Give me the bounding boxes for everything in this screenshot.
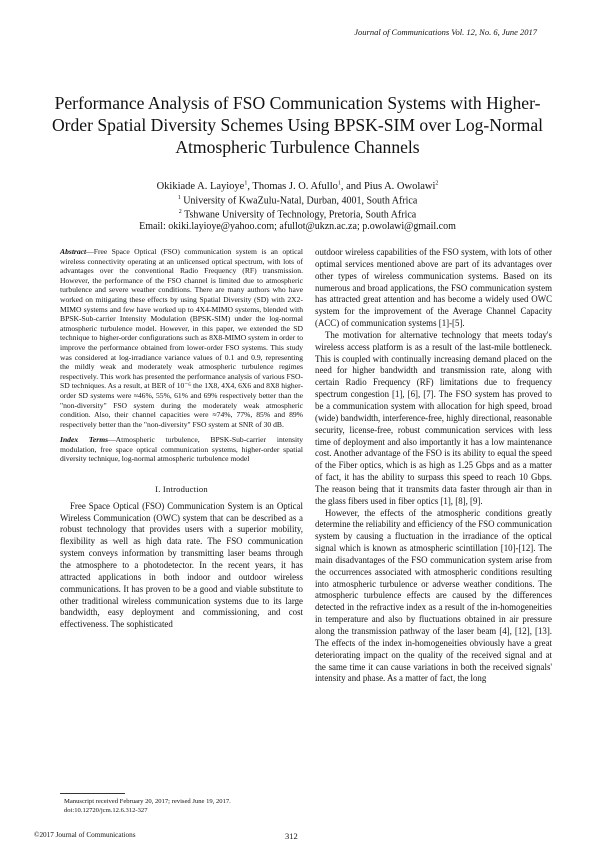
body-paragraph-2: The motivation for alternative technology that meets today's wireless access platform is as a result of the last-mile bottleneck. This is coupled with continually increasing demand placed on the need for higher bandwidth and transmission rate, along with certain Radio Frequency (RF) limitations due to frequency spectrum congestion [1], [6], [7]. The FSO system has proved to be a communication system with allocation for high speed, broad (wide) bandwidth, interference-free, highly directional, reasonable security, license-free, robust communication services with less time of deployment and also importantly it has a low maintenance cost. Another advantage of the FSO is its ability to equal the speed of the Fiber optics, which is as high as 1.25 Gbps and as a matter of fact, it has the ability to surpass this speed to reach 10 Gbps. The reason being that it transmits data faster through air than in the glass fibers used in fiber optics [1], [8], [9]. (315, 329, 552, 506)
page-number: 312 (285, 831, 298, 841)
copyright-notice: ©2017 Journal of Communications (34, 831, 136, 839)
body-paragraph-3: However, the effects of the atmospheric conditions greatly determine the reliability and efficiency of the FSO communication system by causing a fluctuation in the irradiance of the optical signal which is known as atmospheric scintillation [10]-[12]. The main disadvantages of the FSO communication system arise from the occurrences associated with atmospheric conditions resulting into atmospheric turbulence or adverse weather conditions. The atmospheric turbulence effects are caused by the differences detected in the refractive index as a result of the in-homogeneities in temperature and also by fluctuations obtained in air pressure along the transmission pathway of the laser beam [4], [12], [13]. The effects of the index in-homogeneities obviously have a great deteriorating impact on the quality of the received signal and at the same time it can cause variations in both the received signals' intensity and phase. As a matter of fact, the long (315, 507, 552, 684)
index-terms (60, 435, 303, 464)
author-2: Thomas J. O. Afullo$^1$, and (252, 180, 364, 192)
intro-paragraph-1: Free Space Optical (FSO) Communication System is an Optical Wireless Communication (OWC) system that can be described as a robust technology that provides users with a superior mobility, flexibility as well as high data rate. The FSO communication system conveys information by transmitting laser beams through the atmosphere to a photodetector. In the recent years, it has attracted applications in both indoor and outdoor wireless communications. It has proven to be a good and viable substitute to other traditional wireless communication systems due to its large bandwidth, easy deployment and commissioning, and cost effectiveness. The sophisticated (60, 500, 303, 630)
paper-title: Performance Analysis of FSO Communication Systems with Higher-Order Spatial Diversity Schemes Using BPSK-SIM over Log-Normal Atmospheric Turbulence Channels (51, 93, 544, 157)
left-column (60, 247, 303, 631)
footnote-doi: doi:10.12720/jcm.12.6.312-327 (64, 807, 148, 814)
author-names (60, 178, 535, 192)
section-heading-introduction: I. Introduction (155, 484, 208, 495)
right-column (315, 247, 552, 685)
affiliation-2: $^2$ Tshwane University of Technology, Pretoria, South Africa (178, 208, 417, 221)
author-3: Pius A. Owolawi$^2$ (363, 180, 439, 192)
author-block (60, 178, 535, 232)
abstract-label: Abstract (60, 247, 87, 256)
index-terms-label: Index Terms (60, 435, 109, 445)
author-1: Okikiade A. Layioye$^1$, (156, 180, 253, 192)
footnote (64, 797, 231, 815)
footnote-received: Manuscript received February 20, 2017; revised June 19, 2017. (64, 798, 231, 805)
abstract-text: —Free Space Optical (FSO) communication system is an optical wireless connectivity operating at an unlicensed optical spectrum, with lots of advantages over the conventional Radio Frequency (RF) transmission. However, the performance of the FSO channel is limited due to atmospheric turbulence and severe weather conditions. There are many authors who have worked on mitigating these effects by using Spatial Diversity (SD) with 2X2-MIMO systems and few have worked up to 4X4-MIMO systems, blended with BPSK-Sub-carrier Intensity Modulation (BPSK-SIM) under the log-normal atmospheric turbulence model. However, in this paper, we extended the SD technique to higher-order configurations such as 8X8-MIMO system in order to improve the performance obtained from lower-order FSO systems. This study was considered at log-irradiance variance values of 0.1 and 0.9, representing the mildly weak and moderately weak atmospheric turbulence regimes respectively. This work has presented the performance analysis of various FSO-SD techniques. As a result, at BER of 10⁻⁶ the 1X8, 4X4, 6X6 and 8X8 higher-order SD systems were ≈46%, 55%, 61% and 69% respectively better than the "non-diversity" FSO system during the moderately weak atmospheric condition. Also, their channel capacities were ≈74%, 77%, 85% and 89% respectively better than the "non-diversity" FSO system at SNR of 30 dB. (60, 247, 303, 429)
footnote-divider (60, 793, 125, 794)
journal-header: Journal of Communications Vol. 12, No. 6, June 2017 (354, 27, 537, 37)
index-terms-text: —Atmospheric turbulence, BPSK-Sub-carrier intensity modulation, free space optical communication systems, higher-order spatial diversity technique, log-normal atmospheric turbulence model (60, 435, 304, 464)
abstract (60, 247, 303, 429)
body-paragraph-1: outdoor wireless capabilities of the FSO system, with lots of other optimal services mentioned above are part of its advantages over other types of wireless communication systems. Based on its numerous and broad applications, the FSO communication system has attracted great attention and has become a widely used OWC system for the improvement of the Average Channel Capacity (ACC) of communication systems [1]-[5]. (315, 247, 552, 329)
affiliation-1: $^1$ University of KwaZulu-Natal, Durban, 4001, South Africa (177, 195, 418, 207)
author-emails: Email: okiki.layioye@yahoo.com; afullot@ukzn.ac.za; p.owolawi@gmail.com (139, 220, 456, 232)
